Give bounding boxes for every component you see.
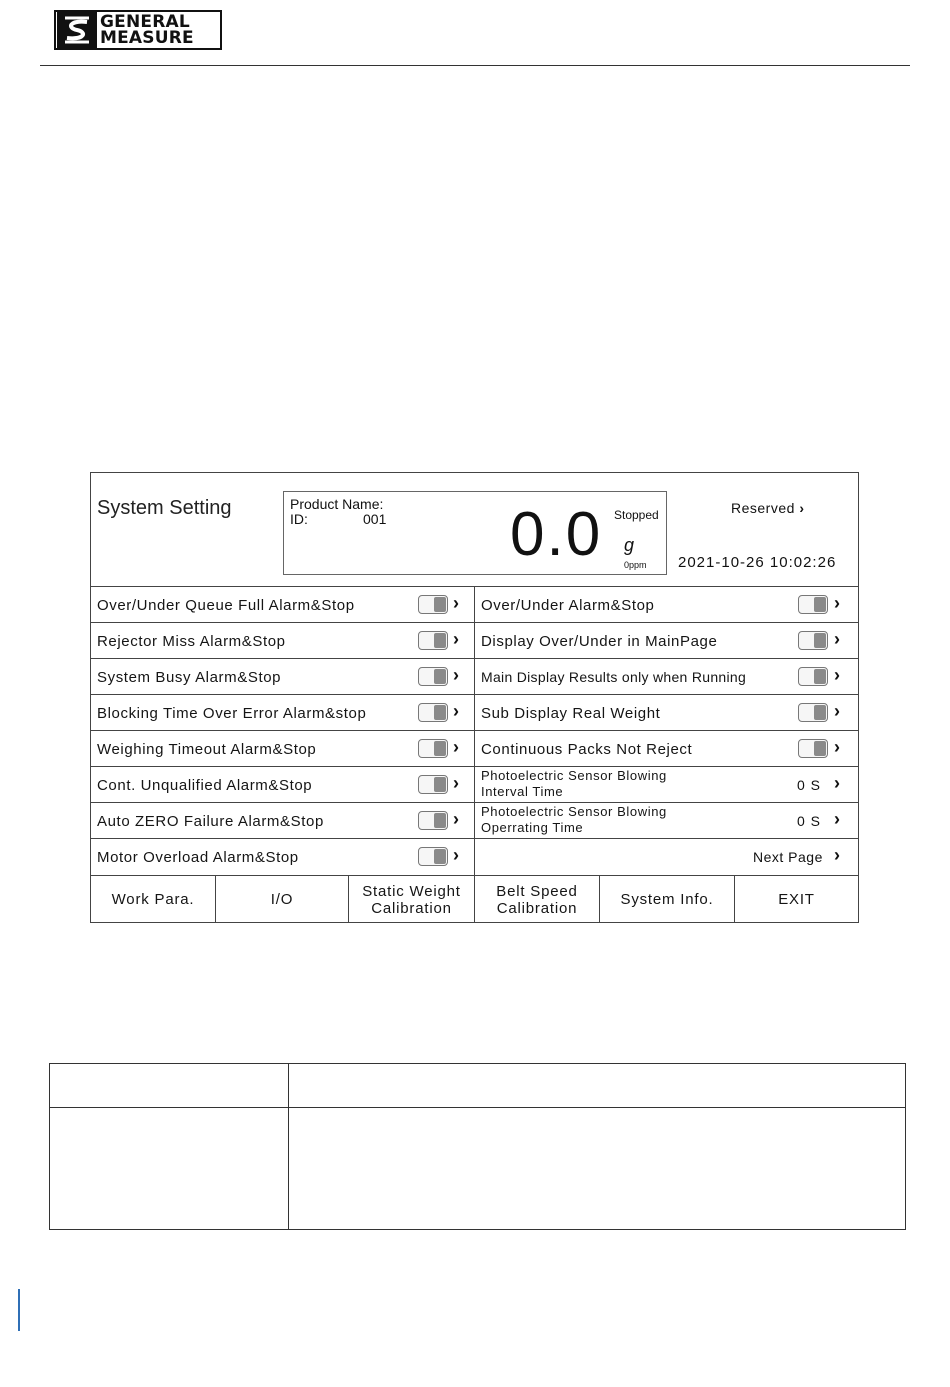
table-column-divider xyxy=(288,1064,289,1229)
tab-label-line: Static Weight xyxy=(362,882,461,900)
label-line: Photoelectric Sensor Blowing xyxy=(481,768,667,783)
tab-io[interactable]: I/O xyxy=(216,876,349,923)
parameter-table xyxy=(49,1063,906,1230)
chevron-right-icon[interactable]: › xyxy=(834,593,840,613)
toggle-switch[interactable] xyxy=(798,667,828,686)
label-line: Operrating Time xyxy=(481,820,584,835)
setting-label: Sub Display Real Weight xyxy=(481,705,661,722)
speed-readout: 0ppm xyxy=(624,560,647,570)
chevron-right-icon: › xyxy=(799,500,805,516)
table-header-divider xyxy=(50,1107,905,1108)
exit-button[interactable]: EXIT xyxy=(778,891,815,908)
product-name-label: Product Name: xyxy=(290,496,384,512)
screen-header xyxy=(91,473,858,586)
tab-label xyxy=(362,883,461,917)
setting-label: Main Display Results only when Running xyxy=(481,669,747,685)
toggle-switch[interactable] xyxy=(418,847,448,866)
id-label: ID: xyxy=(290,511,308,527)
setting-row[interactable] xyxy=(91,731,474,767)
setting-label: Rejector Miss Alarm&Stop xyxy=(97,633,286,650)
setting-label: Auto ZERO Failure Alarm&Stop xyxy=(97,813,324,830)
label-line: Photoelectric Sensor Blowing xyxy=(481,804,667,819)
toggle-switch[interactable] xyxy=(418,595,448,614)
setting-label: Over/Under Queue Full Alarm&Stop xyxy=(97,597,355,614)
chevron-right-icon[interactable]: › xyxy=(834,737,840,757)
status-display xyxy=(283,491,667,575)
settings-left-column xyxy=(91,587,475,876)
weight-reading: 0.0 xyxy=(510,500,603,569)
toggle-switch[interactable] xyxy=(418,811,448,830)
chevron-right-icon[interactable]: › xyxy=(453,737,459,757)
tab-work-para[interactable]: Work Para. xyxy=(91,876,216,923)
next-page-row[interactable] xyxy=(475,839,858,876)
reserved-button[interactable] xyxy=(731,500,804,516)
toggle-switch[interactable] xyxy=(418,667,448,686)
chevron-right-icon[interactable]: › xyxy=(834,665,840,685)
setting-row-blowing-interval[interactable] xyxy=(475,767,858,803)
setting-label: Over/Under Alarm&Stop xyxy=(481,597,655,614)
chevron-right-icon[interactable]: › xyxy=(453,593,459,613)
toggle-switch[interactable] xyxy=(798,595,828,614)
chevron-right-icon[interactable]: › xyxy=(453,809,459,829)
tab-label xyxy=(496,883,577,917)
company-logo xyxy=(54,10,222,50)
header-divider xyxy=(40,65,910,66)
toggle-switch[interactable] xyxy=(798,631,828,650)
tab-label-line: Belt Speed xyxy=(496,882,578,900)
settings-grid xyxy=(91,586,858,876)
tab-belt-speed-calibration[interactable] xyxy=(475,876,600,923)
setting-row[interactable] xyxy=(475,659,858,695)
chevron-right-icon[interactable]: › xyxy=(834,629,840,649)
toggle-switch[interactable] xyxy=(418,703,448,722)
setting-row[interactable] xyxy=(475,695,858,731)
id-value: 001 xyxy=(363,511,387,527)
datetime: 2021-10-26 10:02:26 xyxy=(678,554,837,571)
setting-row[interactable] xyxy=(91,587,474,623)
setting-label: Blocking Time Over Error Alarm&stop xyxy=(97,705,367,722)
next-page-button[interactable]: Next Page xyxy=(753,849,823,865)
page-title: System Setting xyxy=(97,497,232,519)
setting-label: Cont. Unqualified Alarm&Stop xyxy=(97,777,313,794)
bottom-nav xyxy=(91,875,858,923)
logo-emblem-icon xyxy=(57,12,97,48)
setting-value: 0 S xyxy=(797,813,822,829)
chevron-right-icon[interactable]: › xyxy=(453,773,459,793)
setting-row[interactable] xyxy=(475,587,858,623)
setting-label xyxy=(481,804,667,836)
toggle-switch[interactable] xyxy=(418,739,448,758)
setting-row[interactable] xyxy=(91,659,474,695)
setting-row[interactable] xyxy=(91,695,474,731)
chevron-right-icon[interactable]: › xyxy=(453,701,459,721)
setting-label: Display Over/Under in MainPage xyxy=(481,633,718,650)
chevron-right-icon[interactable]: › xyxy=(834,809,840,829)
toggle-switch[interactable] xyxy=(418,775,448,794)
chevron-right-icon[interactable]: › xyxy=(834,701,840,721)
page-margin-marker xyxy=(18,1289,20,1331)
setting-label: Motor Overload Alarm&Stop xyxy=(97,849,299,866)
setting-label xyxy=(481,768,667,800)
chevron-right-icon[interactable]: › xyxy=(453,629,459,649)
setting-label: Continuous Packs Not Reject xyxy=(481,741,693,758)
setting-row-blowing-operating[interactable] xyxy=(475,803,858,839)
reserved-label: Reserved xyxy=(731,500,795,516)
chevron-right-icon[interactable]: › xyxy=(453,665,459,685)
logo-line-1: GENERAL xyxy=(100,12,190,32)
label-line: Interval Time xyxy=(481,784,564,799)
tab-static-weight-calibration[interactable] xyxy=(349,876,475,923)
setting-row[interactable] xyxy=(475,731,858,767)
setting-row[interactable] xyxy=(91,803,474,839)
setting-row[interactable] xyxy=(475,623,858,659)
toggle-switch[interactable] xyxy=(798,739,828,758)
tab-label-line: Calibration xyxy=(371,899,452,917)
weight-unit: g xyxy=(624,535,635,555)
setting-row[interactable] xyxy=(91,623,474,659)
chevron-right-icon[interactable]: › xyxy=(834,773,840,793)
system-setting-screen xyxy=(90,472,859,923)
setting-label: System Busy Alarm&Stop xyxy=(97,669,282,686)
chevron-right-icon[interactable]: › xyxy=(834,845,840,865)
setting-row[interactable] xyxy=(91,767,474,803)
tab-label-line: Calibration xyxy=(496,899,578,917)
toggle-switch[interactable] xyxy=(418,631,448,650)
chevron-right-icon[interactable]: › xyxy=(453,845,459,865)
logo-wordmark xyxy=(100,14,194,46)
setting-label: Weighing Timeout Alarm&Stop xyxy=(97,741,317,758)
logo-line-2: MEASURE xyxy=(100,28,194,48)
tab-system-info[interactable]: System Info. xyxy=(600,876,735,923)
setting-row[interactable] xyxy=(91,839,474,876)
run-status: Stopped xyxy=(614,508,659,522)
toggle-switch[interactable] xyxy=(798,703,828,722)
setting-value: 0 S xyxy=(797,777,822,793)
settings-right-column xyxy=(475,587,858,876)
